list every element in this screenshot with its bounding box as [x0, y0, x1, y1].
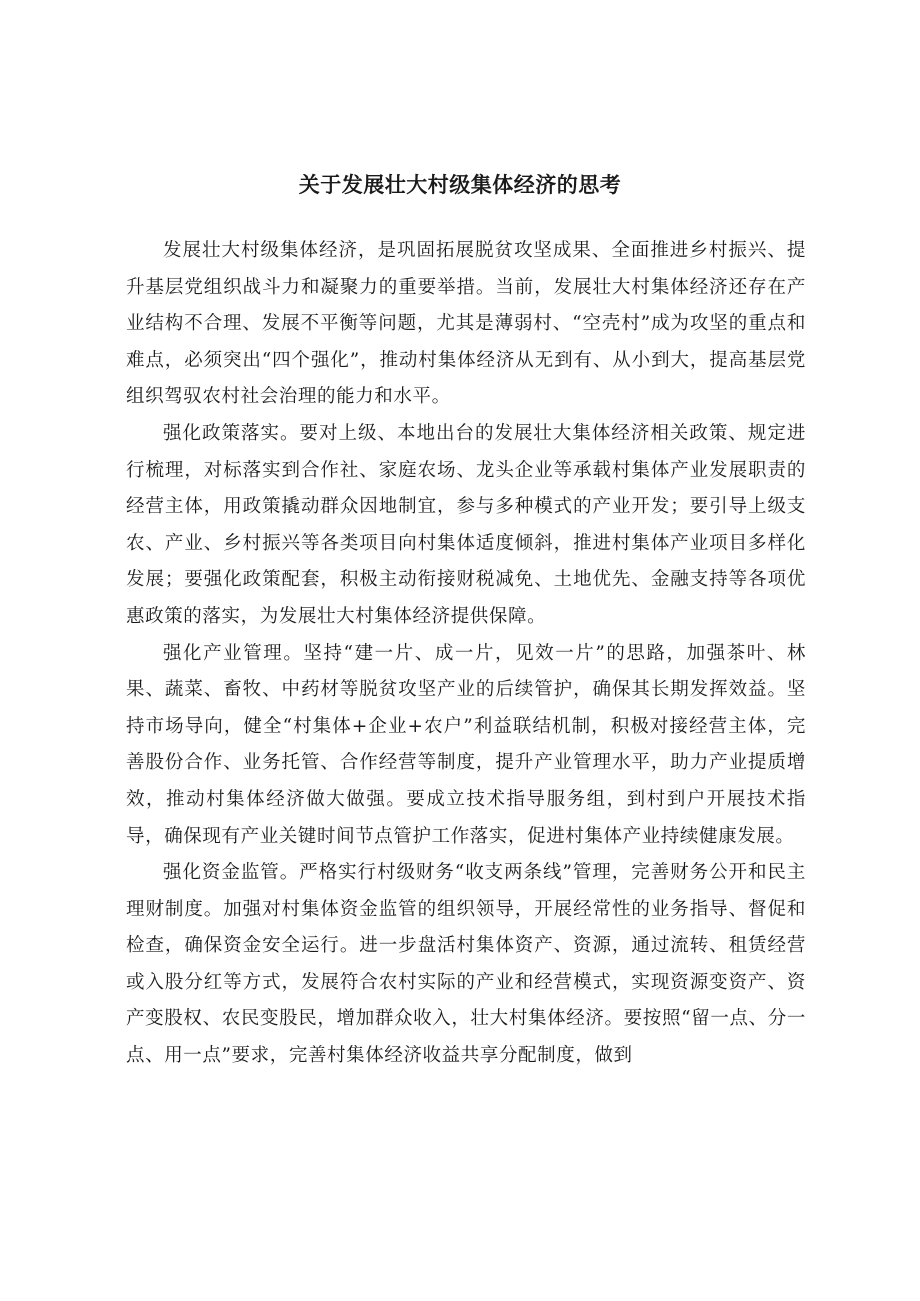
- paragraph-industry: 强化产业管理。坚持“建一片、成一片，见效一片”的思路，加强茶叶、林果、蔬菜、畜牧、中药材等脱贫攻坚产业的后续管护，确保其长期发挥效益。坚持市场导向，健全“村集体+企业+农户”利益联结机制，积极对接经营主体，完善股份合作、业务托管、合作经营等制度，提升产业管理水平，助力产业提质增效，推动村集体经济做大做强。要成立技术指导服务组，到村到户开展技术指导，确保现有产业关键时间节点管护工作落实，促进村集体产业持续健康发展。: [126, 642, 806, 847]
- document-title: 关于发展壮大村级集体经济的思考: [298, 173, 622, 197]
- paragraph-intro: 发展壮大村级集体经济，是巩固拓展脱贫攻坚成果、全面推进乡村振兴、提升基层党组织战斗力和凝聚力的重要举措。当前，发展壮大村集体经济还存在产业结构不合理、发展不平衡等问题，尤其是薄弱村、“空壳村”成为攻坚的重点和难点，必须突出“四个强化”，推动村集体经济从无到有、从小到大，提高基层党组织驾驭农村社会治理的能力和水平。: [126, 240, 806, 408]
- paragraph-policy: 强化政策落实。要对上级、本地出台的发展壮大集体经济相关政策、规定进行梳理，对标落实到合作社、家庭农场、龙头企业等承载村集体产业发展职责的经营主体，用政策撬动群众因地制宜，参与多种模式的产业开发；要引导上级支农、产业、乡村振兴等各类项目向村集体适度倾斜，推进村集体产业项目多样化发展；要强化政策配套，积极主动衔接财税减免、土地优先、金融支持等各项优惠政策的落实，为发展壮大村集体经济提供保障。: [126, 422, 806, 627]
- document-body: [126, 233, 806, 1075]
- paragraph-funds: 强化资金监管。严格实行村级财务“收支两条线”管理，完善财务公开和民主理财制度。加强对村集体资金监管的组织领导，开展经常性的业务指导、督促和检查，确保资金安全运行。进一步盘活村集体资产、资源，通过流转、租赁经营或入股分红等方式，发展符合农村实际的产业和经营模式，实现资源变资产、资产变股权、农民变股民，增加群众收入，壮大村集体经济。要按照“留一点、分一点、用一点”要求，完善村集体经济收益共享分配制度，做到: [126, 862, 806, 1067]
